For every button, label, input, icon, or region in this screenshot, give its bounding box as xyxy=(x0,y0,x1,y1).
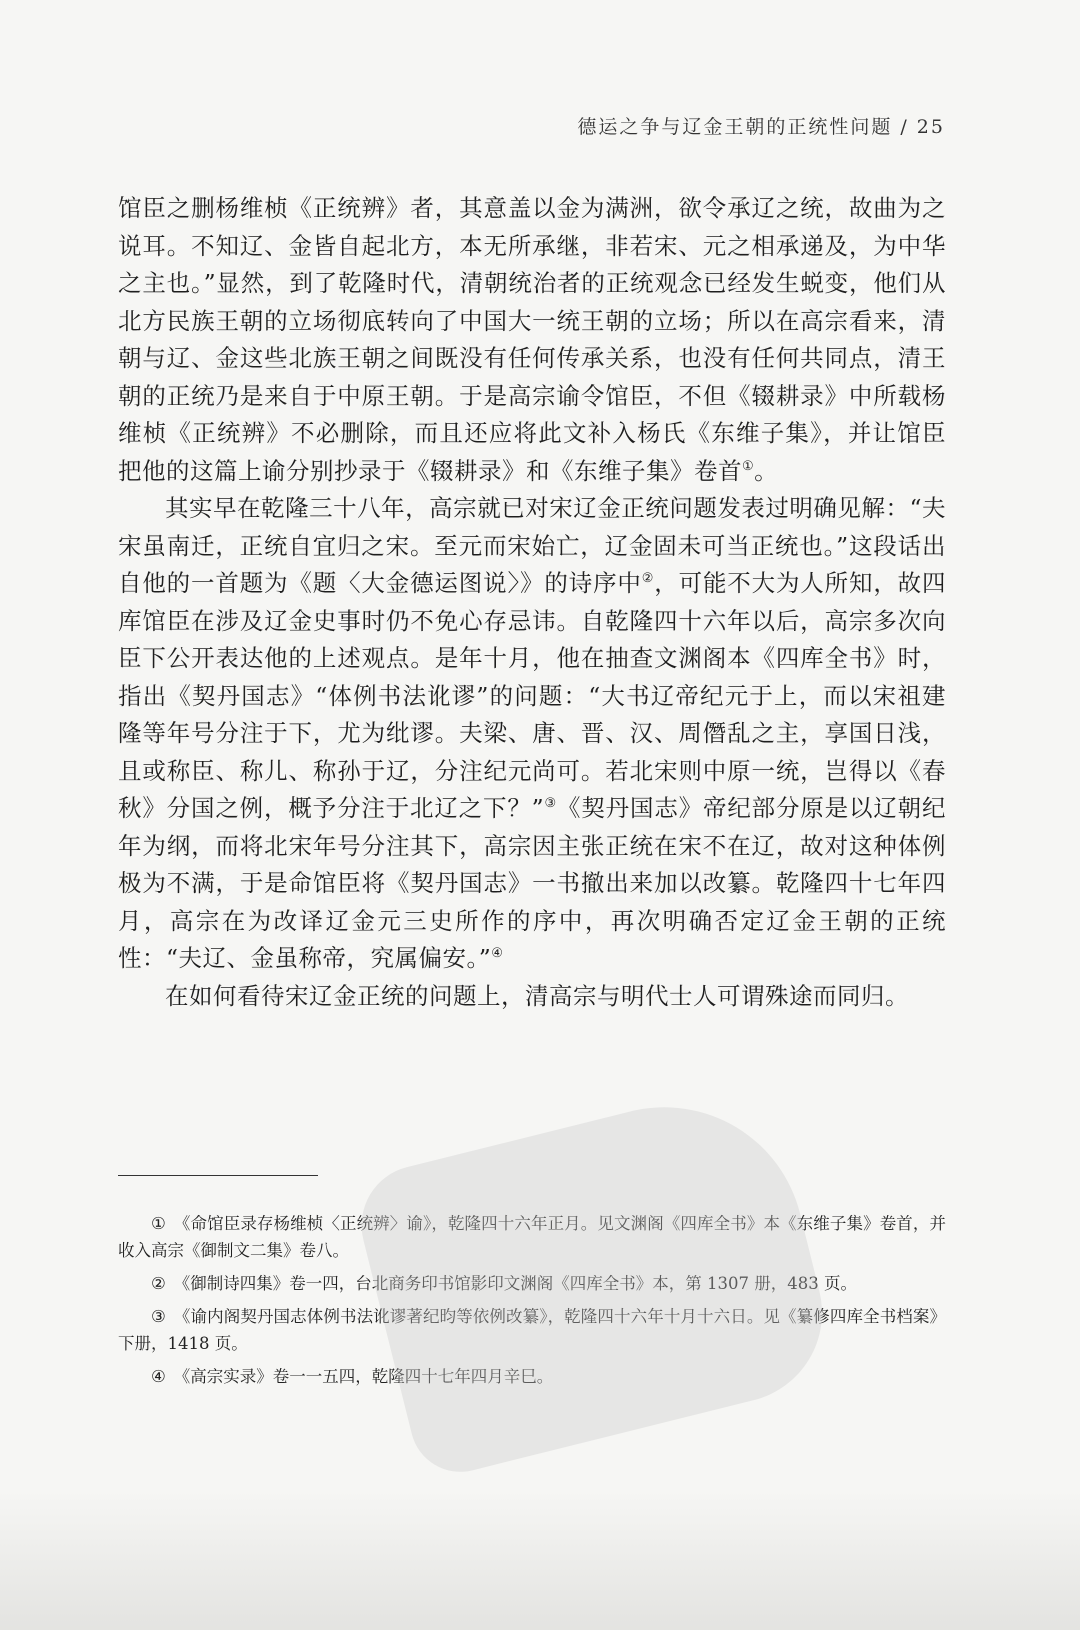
footnote-divider xyxy=(118,1175,318,1176)
main-text xyxy=(118,190,946,1015)
paragraph-2-text-c: 《契丹国志》帝纪部分原是以辽朝纪年为纲，而将北宋年号分注其下，高宗因主张正统在宋不在辽，故对这种体例极为不满，于是命馆臣将《契丹国志》一书撤出来加以改纂。乾隆四十七年四月，高宗在为改译辽金元三史所作的序中，再次明确否定辽金王朝的正统性：“夫辽、金虽称帝，究属偏安。” xyxy=(118,794,947,972)
paragraph-2-text-b: ，可能不大为人所知，故四库馆臣在涉及辽金史事时仍不免心存忌讳。自乾隆四十六年以后，高宗多次向臣下公开表达他的上述观点。是年十月，他在抽查文渊阁本《四库全书》时，指出《契丹国志》“体例书法讹谬”的问题：“大书辽帝纪元于上，而以宋祖建隆等年号分注于下，尤为纰谬。夫梁、唐、晋、汉、周僭乱之主，享国日浅，且或称臣、称儿、称孙于辽，分注纪元尚可。若北宋则中原一统，岂得以《春秋》分国之例，概予分注于北辽之下？” xyxy=(118,569,947,822)
paragraph-3: 在如何看待宋辽金正统的问题上，清高宗与明代士人可谓殊途而同归。 xyxy=(165,981,909,1010)
footnote-text: 《谕内阁契丹国志体例书法讹谬著纪昀等依例改纂》，乾隆四十六年十月十六日。见《纂修四库全书档案》下册，1418 页。 xyxy=(118,1307,947,1353)
paragraph-1-end: 。 xyxy=(754,456,779,485)
footnote-ref-3[interactable]: ③ xyxy=(544,796,558,812)
running-header: 德运之争与辽金王朝的正统性问题 / 25 xyxy=(577,116,945,138)
footnote-text: 《高宗实录》卷一一五四，乾隆四十七年四月辛巳。 xyxy=(173,1367,554,1386)
footnote-mark: ① xyxy=(151,1214,166,1233)
footnote-mark: ④ xyxy=(151,1367,166,1386)
footnote-ref-2[interactable]: ② xyxy=(641,571,655,587)
footnote-ref-4[interactable]: ④ xyxy=(491,946,504,962)
paragraph-2-text-a: 其实早在乾隆三十八年，高宗就已对宋辽金正统问题发表过明确见解：“夫宋虽南迁，正统自宜归之宋。至元而宋始亡，辽金固未可当正统也。”这段话出自他的一首题为《题〈大金德运图说〉》的诗序中 xyxy=(118,494,946,597)
paragraph-1 xyxy=(118,190,946,490)
footnote-mark: ③ xyxy=(151,1307,166,1326)
footnote-mark: ② xyxy=(151,1274,166,1293)
footnote-ref-1[interactable]: ① xyxy=(742,458,755,474)
scan-shadow xyxy=(0,1490,1080,1630)
paragraph-1-text: 馆臣之删杨维桢《正统辨》者，其意盖以金为满洲，欲令承辽之统，故曲为之说耳。不知辽、金皆自起北方，本无所承继，非若宋、元之相承递及，为中华之主也。”显然，到了乾隆时代，清朝统治者的正统观念已经发生蜕变，他们从北方民族王朝的立场彻底转向了中国大一统王朝的立场；所以在高宗看来，清朝与辽、金这些北族王朝之间既没有任何传承关系，也没有任何共同点，清王朝的正统乃是来自于中原王朝。于是高宗谕令馆臣，不但《辍耕录》中所载杨维桢《正统辨》不必删除，而且还应将此文补入杨氏《东维子集》，并让馆臣把他的这篇上谕分别抄录于《辍耕录》和《东维子集》卷首 xyxy=(118,194,946,485)
footnote-text: 《命馆臣录存杨维桢〈正统辨〉谕》，乾隆四十六年正月。见文渊阁《四库全书》本《东维子集》卷首，并收入高宗《御制文二集》卷八。 xyxy=(118,1214,947,1260)
footnote-text: 《御制诗四集》卷一四，台北商务印书馆影印文渊阁《四库全书》本，第 1307 册，483 页。 xyxy=(173,1274,858,1293)
stamp-watermark xyxy=(349,1078,841,1483)
paragraph-2 xyxy=(118,490,946,978)
